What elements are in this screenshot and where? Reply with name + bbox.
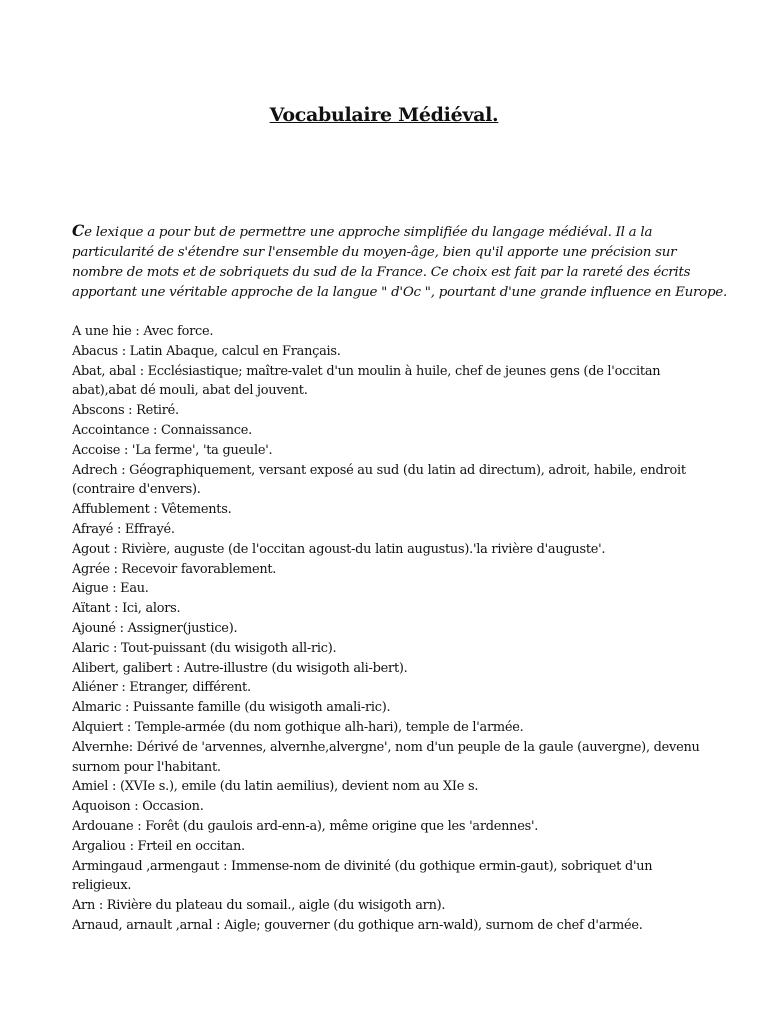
glossary-entry: Abscons : Retiré. [72, 403, 179, 419]
intro-line-text: e lexique a pour but de permettre une approche simplifiée du langage médiéval. Il a la [84, 225, 653, 240]
glossary-entry: Abacus : Latin Abaque, calcul en Français. [72, 343, 341, 359]
glossary-entry: Alvernhe: Dérivé de 'arvennes, alvernhe,alvergne', nom d'un peuple de la gaule (auvergne), devenu [72, 739, 700, 755]
glossary-list [72, 322, 712, 936]
document-title: Vocabulaire Médiéval. [269, 104, 499, 126]
glossary-entry: Ardouane : Forêt (du gaulois ard-enn-a), même origine que les 'ardennes'. [72, 818, 539, 834]
intro-drop-letter: C [72, 221, 85, 240]
glossary-entry: Accoise : 'La ferme', 'ta gueule'. [72, 442, 273, 458]
glossary-entry: Aquoison : Occasion. [72, 799, 204, 815]
glossary-entry: Amiel : (XVIe s.), emile (du latin aemilius), devient nom au XIe s. [72, 779, 479, 795]
glossary-entry: Afrayé : Effrayé. [72, 521, 175, 537]
glossary-entry: Ajouné : Assigner(justice). [72, 620, 238, 636]
glossary-entry: A une hie : Avec force. [72, 324, 214, 339]
glossary-entry: (contraire d'envers). [72, 482, 201, 498]
glossary-entry: abat),abat dé mouli, abat del jouvent. [72, 383, 308, 399]
glossary-entry: Arnaud, arnault ,arnal : Aigle; gouverner (du gothique arn-wald), surnom de chef d'armée. [72, 917, 643, 933]
glossary-entry: Alaric : Tout-puissant (du wisigoth all-ric). [72, 640, 337, 656]
glossary-entry: Accointance : Connaissance. [72, 422, 252, 438]
glossary-entry: Adrech : Géographiquement, versant exposé au sud (du latin ad directum), adroit, habile, endroit [72, 462, 686, 478]
glossary-entry: Almaric : Puissante famille (du wisigoth amali-ric). [72, 700, 391, 716]
intro-paragraph [72, 221, 727, 303]
glossary-entry: religieux. [72, 878, 132, 894]
glossary-entry: Alibert, galibert : Autre-illustre (du wisigoth ali-bert). [72, 660, 408, 676]
intro-line: apportant une véritable approche de la langue " d'Oc ", pourtant d'une grande influence en Europe. [72, 285, 727, 300]
glossary-entry: Abat, abal : Ecclésiastique; maître-valet d'un moulin à huile, chef de jeunes gens (de l'occitan [72, 363, 661, 379]
glossary-entry: Agout : Rivière, auguste (de l'occitan agoust-du latin augustus).'la rivière d'auguste'. [72, 541, 606, 557]
intro-line [72, 221, 712, 243]
glossary-entry: Affublement : Vêtements. [72, 502, 232, 518]
intro-line: nombre de mots et de sobriquets du sud de la France. Ce choix est fait par la rareté des écrits [72, 265, 691, 280]
glossary-entry: Arn : Rivière du plateau du somail., aigle (du wisigoth arn). [72, 898, 446, 914]
glossary-entry: Armingaud ,armengaut : Immense-nom de divinité (du gothique ermin-gaut), sobriquet d'un [72, 858, 653, 874]
intro-line: particularité de s'étendre sur l'ensemble du moyen-âge, bien qu'il apporte une précision sur [72, 245, 677, 260]
glossary-entry: Argaliou : Frteil en occitan. [72, 838, 245, 854]
glossary-entry: surnom pour l'habitant. [72, 759, 221, 775]
glossary-entry: Aliéner : Etranger, différent. [72, 680, 251, 696]
glossary-entry: Aïtant : Ici, alors. [72, 601, 181, 617]
glossary-entry: Agrée : Recevoir favorablement. [72, 561, 277, 577]
glossary-entry: Alquiert : Temple-armée (du nom gothique alh-hari), temple de l'armée. [72, 719, 524, 735]
glossary-entry: Aigue : Eau. [72, 581, 149, 597]
